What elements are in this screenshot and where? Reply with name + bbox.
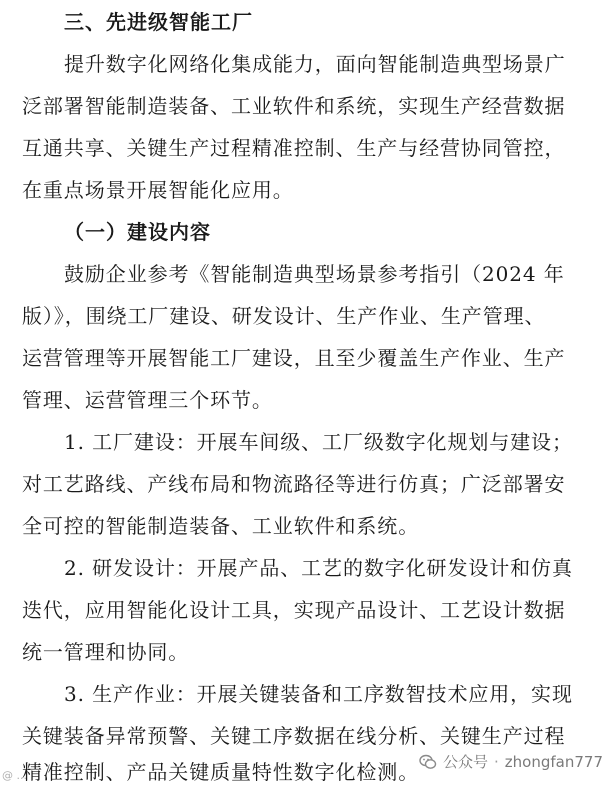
corner-mark: @ ... <box>2 769 27 782</box>
section-heading: 三、先进级智能工厂 <box>64 10 253 34</box>
item-2-line: 2. 研发设计：开展产品、工艺的数字化研发设计和仿真 <box>64 556 573 580</box>
item-1-line: 对工艺路线、产线布局和物流路径等进行仿真；广泛部署安 <box>22 472 566 496</box>
item-3-line: 关键装备异常预警、关键工序数据在线分析、关键生产过程 <box>22 724 566 748</box>
item-1-line: 全可控的智能制造装备、工业软件和系统。 <box>22 514 420 538</box>
body-line: 管理、运营管理三个环节。 <box>22 388 273 412</box>
item-2-line: 迭代，应用智能化设计工具，实现产品设计、工艺设计数据 <box>22 598 566 622</box>
intro-line: 互通共享、关键生产过程精准控制、生产与经营协同管控， <box>22 136 566 160</box>
watermark-separator: · <box>494 752 499 771</box>
watermark-prefix: 公众号 <box>443 753 489 771</box>
body-line: 鼓励企业参考《智能制造典型场景参考指引（2024 年 <box>64 262 565 286</box>
item-1-line: 1. 工厂建设：开展车间级、工厂级数字化规划与建设； <box>64 430 573 454</box>
intro-line: 提升数字化网络化集成能力，面向智能制造典型场景广 <box>64 52 566 76</box>
subsection-heading: （一）建设内容 <box>64 220 211 244</box>
item-2-line: 统一管理和协同。 <box>22 640 190 664</box>
item-3-line: 精准控制、产品关键质量特性数字化检测。 <box>22 760 420 784</box>
body-line: 运营管理等开展智能工厂建设，且至少覆盖生产作业、生产 <box>22 346 566 370</box>
intro-line: 在重点场景开展智能化应用。 <box>22 178 294 202</box>
wechat-icon <box>419 753 437 771</box>
body-line: 版）》，围绕工厂建设、研发设计、生产作业、生产管理、 <box>22 304 546 328</box>
intro-line: 泛部署智能制造装备、工业软件和系统，实现生产经营数据 <box>22 94 566 118</box>
watermark-account: zhongfan777 <box>504 752 603 771</box>
watermark <box>419 751 603 772</box>
item-3-line: 3. 生产作业：开展关键装备和工序数智技术应用，实现 <box>64 682 573 706</box>
